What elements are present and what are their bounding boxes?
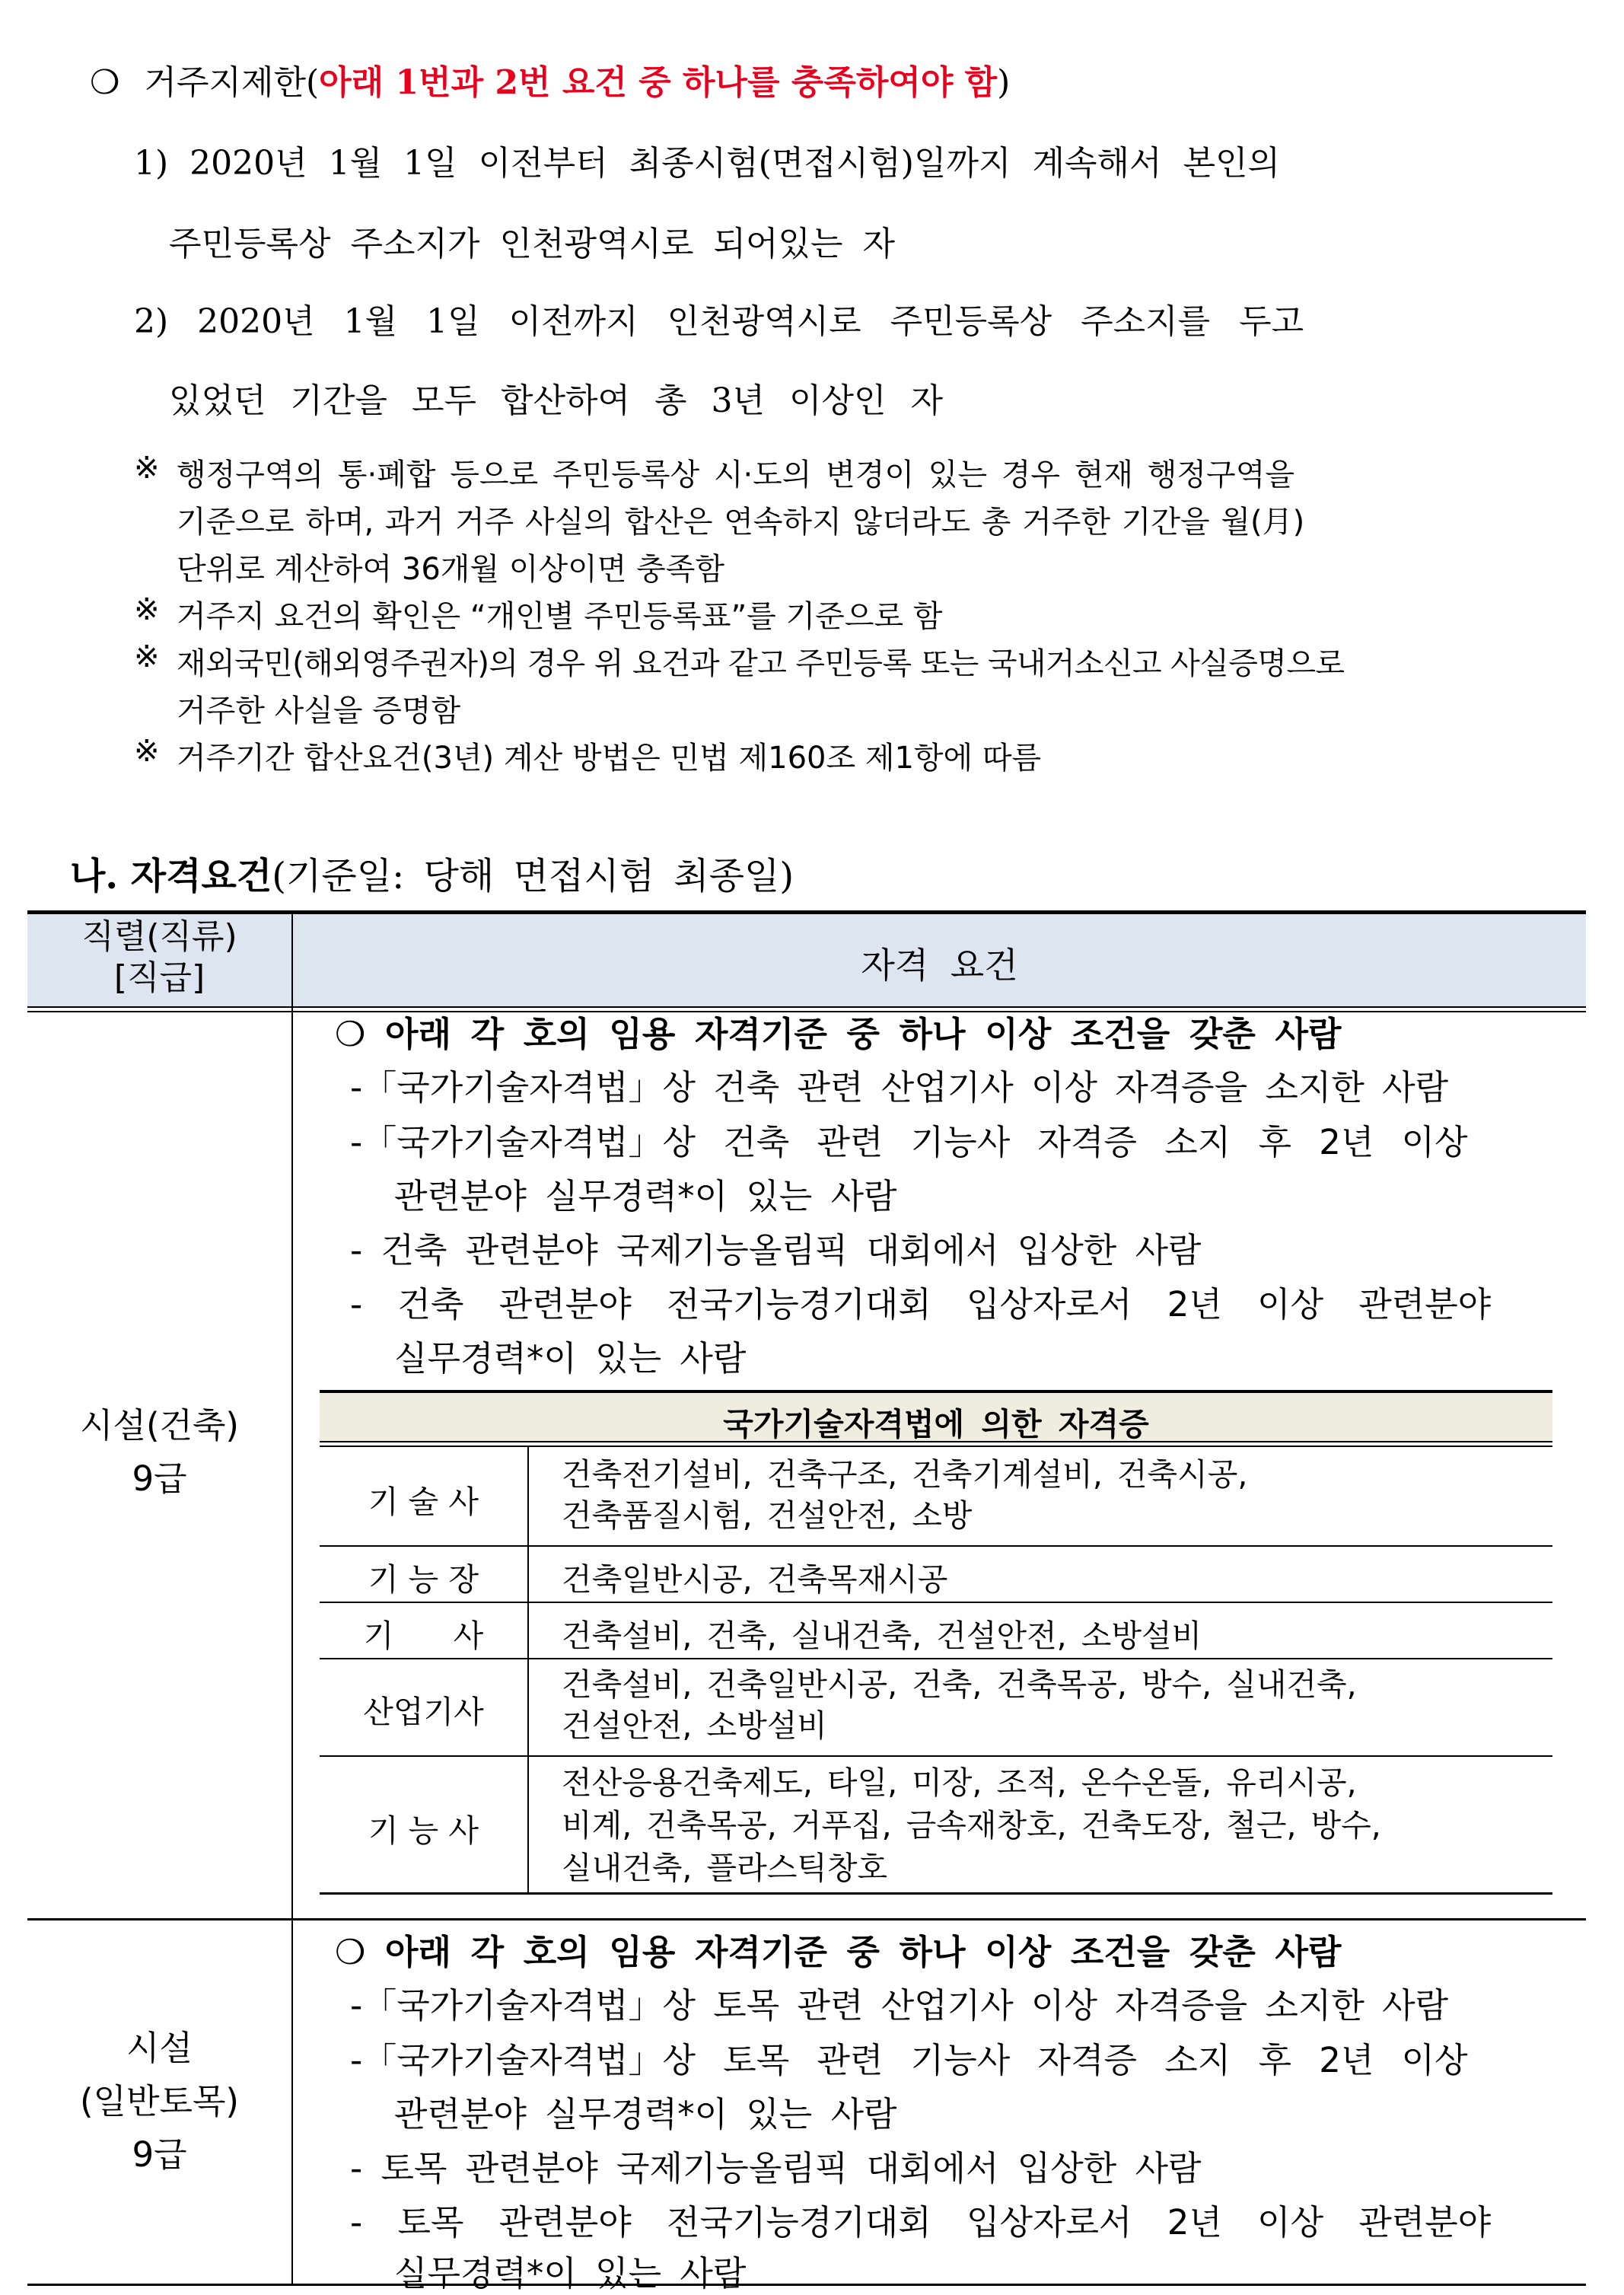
sub-divider <box>320 1602 1552 1603</box>
header-col2: 자격 요건 <box>861 945 1018 986</box>
sub-bottom-border <box>320 1892 1552 1895</box>
section-heading: 나. 자격요건(기준일: 당해 면접시험 최종일) <box>70 855 794 897</box>
note4: 거주기간 합산요건(3년) 계산 방법은 민법 제160조 제1항에 따름 <box>177 741 1042 776</box>
row1-detail-4: - 건축 관련분야 전국기능경기대회 입상자로서 2년 이상 관련분야 <box>350 1284 1492 1324</box>
grade-label: 기 능 사 <box>368 1812 479 1849</box>
note1-line2: 기준으로 하며, 과거 거주 사실의 합산은 연속하지 않더라도 총 거주한 기간을 월(月) <box>177 505 1305 540</box>
row1-position: 시설(건축) 9급 <box>80 1405 239 1499</box>
item1-line1: 1) 2020년 1월 1일 이전부터 최종시험(면접시험)일까지 계속해서 본인의 <box>134 144 1280 183</box>
note3-line2: 거주한 사실을 증명함 <box>177 693 461 728</box>
grade-certificates: 건축설비, 건축, 실내건축, 건설안전, 소방설비 <box>562 1618 1202 1654</box>
sub-column-divider <box>527 1446 529 1894</box>
grade-certificates: 건축설비, 건축일반시공, 건축, 건축목공, 방수, 실내건축, 건설안전, 소방설비 <box>562 1666 1357 1744</box>
grade-certificates: 전산응용건축제도, 타일, 미장, 조적, 온수온돌, 유리시공, 비계, 건축목공, 거푸집, 금속재창호, 건축도장, 철근, 방수, 실내건축, 플라스틱창호 <box>562 1764 1381 1886</box>
row2-detail-1: -「국가기술자격법」상 토목 관련 산업기사 이상 자격증을 소지한 사람 <box>350 1985 1449 2026</box>
row1-bullet-line: ❍ 아래 각 호의 임용 자격기준 중 하나 이상 조건을 갖춘 사람 <box>335 1014 1342 1054</box>
note2: 거주지 요건의 확인은 “개인별 주민등록표”를 기준으로 함 <box>177 599 943 634</box>
note-mark: ※ <box>134 639 160 674</box>
note-mark: ※ <box>134 734 160 769</box>
grade-label: 기 술 사 <box>368 1484 479 1520</box>
note3-line1: 재외국민(해외영주권자)의 경우 위 요건과 같고 주민등록 또는 국내거소신고 사실증명으로 <box>177 646 1345 681</box>
note-mark: ※ <box>134 451 160 486</box>
bullet-icon: ❍ <box>90 63 120 102</box>
grade-label: 기 능 장 <box>368 1561 479 1598</box>
sub-divider <box>320 1446 1552 1447</box>
sub-top-border <box>320 1390 1552 1393</box>
grade-certificates: 건축전기설비, 건축구조, 건축기계설비, 건축시공, 건축품질시험, 건설안전, 소방 <box>562 1456 1248 1534</box>
row2-detail-3: - 토목 관련분야 국제기능올림픽 대회에서 입상한 사람 <box>350 2148 1202 2188</box>
row1-detail-4b: 실무경력*이 있는 사람 <box>394 1338 747 1379</box>
sub-divider <box>320 1658 1552 1659</box>
note-mark: ※ <box>134 592 160 627</box>
row1-detail-2b: 관련분야 실무경력*이 있는 사람 <box>394 1176 897 1216</box>
grade-certificates: 건축일반시공, 건축목재시공 <box>562 1561 948 1598</box>
row2-detail-2: -「국가기술자격법」상 토목 관련 기능사 자격증 소지 후 2년 이상 <box>350 2040 1468 2080</box>
row2-detail-2b: 관련분야 실무경력*이 있는 사람 <box>394 2094 897 2134</box>
row1-detail-3: - 건축 관련분야 국제기능올림픽 대회에서 입상한 사람 <box>350 1230 1202 1270</box>
row2-bullet-line: ❍ 아래 각 호의 임용 자격기준 중 하나 이상 조건을 갖춘 사람 <box>335 1932 1342 1972</box>
item2-line1: 2) 2020년 1월 1일 이전까지 인천광역시로 주민등록상 주소지를 두고 <box>134 302 1304 341</box>
grade-label: 산업기사 <box>363 1694 484 1730</box>
item1-line2: 주민등록상 주소지가 인천광역시로 되어있는 자 <box>169 225 896 263</box>
row2-detail-4: - 토목 관련분야 전국기능경기대회 입상자로서 2년 이상 관련분야 <box>350 2202 1492 2242</box>
table-top-border <box>27 910 1586 914</box>
row-divider <box>27 1918 1586 1920</box>
header-col1: 직렬(직류) [직급] <box>81 917 237 997</box>
sub-divider <box>320 1755 1552 1757</box>
row1-detail-1: -「국가기술자격법」상 건축 관련 산업기사 이상 자격증을 소지한 사람 <box>350 1067 1449 1108</box>
residence-title: ❍ 거주지제한(아래 1번과 2번 요건 중 하나를 충족하여야 함) <box>90 63 1011 102</box>
sub-title: 국가기술자격법에 의한 자격증 <box>723 1406 1149 1442</box>
grade-label: 기 사 <box>363 1618 484 1654</box>
row1-detail-2: -「국가기술자격법」상 건축 관련 기능사 자격증 소지 후 2년 이상 <box>350 1122 1468 1162</box>
column-divider <box>291 910 293 2285</box>
note1-line1: 행정구역의 통·폐합 등으로 주민등록상 시·도의 변경이 있는 경우 현재 행정구역을 <box>177 457 1294 492</box>
item2-line2: 있었던 기간을 모두 합산하여 총 3년 이상인 자 <box>169 381 943 420</box>
row2-position: 시설 (일반토목) 9급 <box>80 2028 239 2175</box>
sub-divider <box>320 1545 1552 1547</box>
note1-line3: 단위로 계산하여 36개월 이상이면 충족함 <box>177 552 724 587</box>
table-bottom-border <box>27 2284 1586 2286</box>
row2-detail-4b: 실무경력*이 있는 사람 <box>394 2253 747 2293</box>
